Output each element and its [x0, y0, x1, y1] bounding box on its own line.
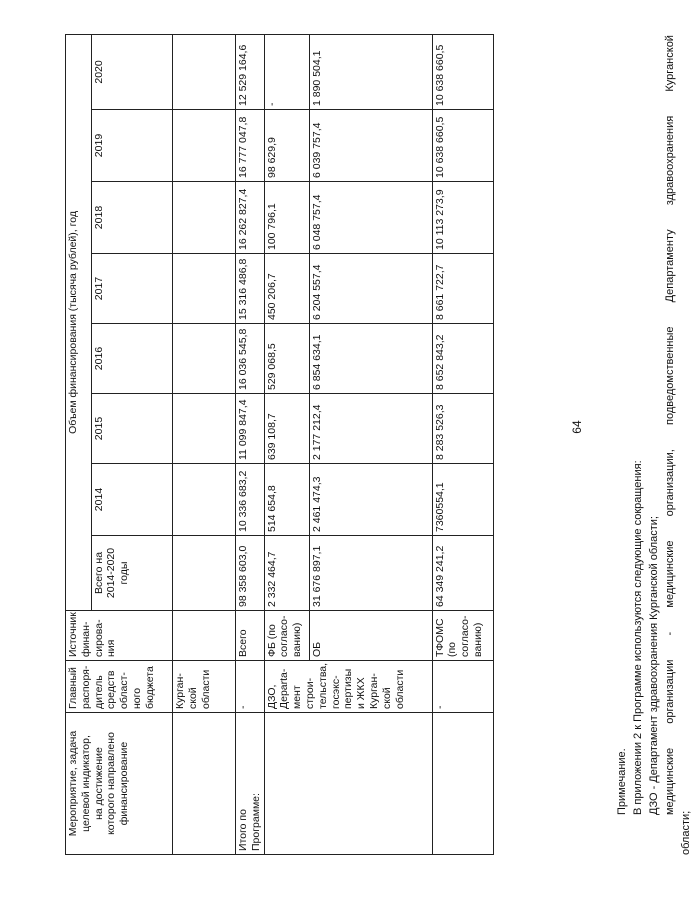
cell-year-value: 11 099 847,4 — [236, 394, 265, 464]
cell-year-value: 8 652 843,2 — [432, 324, 493, 394]
table-row-fb — [264, 34, 309, 854]
cell-year-value: 100 796,1 — [264, 182, 309, 254]
cell-manager: - — [432, 661, 493, 713]
cell-source: ТФОМС (по согласо- ванию) — [432, 611, 493, 661]
notes-word: - — [663, 631, 676, 636]
cell-empty — [173, 611, 236, 661]
cell-year-value: 8 283 526,3 — [432, 394, 493, 464]
cell-empty — [173, 182, 236, 254]
cell-year-value: 1 890 504,1 — [309, 34, 432, 109]
notes-word: Курганской — [663, 35, 676, 92]
cell-year-value: - — [264, 34, 309, 109]
header-year: 2017 — [91, 254, 172, 324]
cell-year-value: 7360554,1 — [432, 464, 493, 536]
cell-year-value: 10 638 660,5 — [432, 110, 493, 182]
notes-word: организации — [663, 659, 676, 724]
cell-year-value: 10 113 273,9 — [432, 182, 493, 254]
header-manager: Главный распоря- дитель средств област- ного бюджета — [66, 661, 173, 713]
cell-empty — [173, 324, 236, 394]
cell-manager: - — [236, 661, 265, 713]
notes-line: ДЗО - Департамент здравоохранения Курганской области; — [647, 516, 660, 815]
cell-year-value: 450 206,7 — [264, 254, 309, 324]
header-year: 2016 — [91, 324, 172, 394]
cell-empty — [173, 254, 236, 324]
cell-year-value: 6 039 757,4 — [309, 110, 432, 182]
table-row-tfoms — [432, 34, 493, 854]
header-volume: Объем финансирования (тысяча рублей), год — [66, 34, 92, 610]
table-header-row — [66, 34, 92, 854]
financing-table — [65, 34, 494, 855]
cell-year-value: 6 204 557,4 — [309, 254, 432, 324]
table-row-total — [236, 34, 265, 854]
header-total: Всего на 2014-2020 годы — [91, 536, 172, 611]
header-source: Источник финан- сирова- ния — [66, 611, 173, 661]
cell-source: ОБ — [309, 611, 432, 661]
cell-total: 2 332 464,7 — [264, 536, 309, 611]
cell-empty — [173, 464, 236, 536]
header-year: 2014 — [91, 464, 172, 536]
cell-year-value: 98 629,9 — [264, 110, 309, 182]
cell-source: Всего — [236, 611, 265, 661]
cell-empty — [173, 536, 236, 611]
cell-year-value: 12 529 164,6 — [236, 34, 265, 109]
cell-manager-dzo: ДЗО, Деparta- мент строи- тельства, госэкс- пертизы и ЖКХ Курган- ской области — [264, 661, 432, 713]
cell-year-value: 16 262 827,4 — [236, 182, 265, 254]
cell-year-value: 16 036 545,8 — [236, 324, 265, 394]
cell-empty — [264, 713, 432, 855]
header-year: 2018 — [91, 182, 172, 254]
cell-year-value: 16 777 047,8 — [236, 110, 265, 182]
header-year: 2015 — [91, 394, 172, 464]
notes-word: медицинские — [663, 747, 676, 815]
cell-year-value: 15 316 486,8 — [236, 254, 265, 324]
table-row-continuation — [173, 34, 236, 854]
notes-word: организации, — [663, 449, 676, 517]
cell-empty — [173, 110, 236, 182]
notes-line: В приложении 2 к Программе используются следующие сокращения: — [631, 460, 644, 815]
cell-year-value: 10 638 660,5 — [432, 34, 493, 109]
cell-empty — [173, 713, 236, 855]
cell-year-value: 2 461 474,3 — [309, 464, 432, 536]
cell-total: 31 676 897,1 — [309, 536, 432, 611]
page-number: 64 — [570, 420, 584, 434]
cell-empty — [173, 34, 236, 109]
notes-title: Примечание. — [616, 748, 628, 815]
cell-year-value: 10 336 683,2 — [236, 464, 265, 536]
notes-word: Департаменту — [663, 229, 676, 303]
header-year: 2020 — [91, 34, 172, 109]
cell-empty — [432, 713, 493, 855]
cell-manager-continuation: Курган- ской области — [173, 661, 236, 713]
cell-year-value: 6 048 757,4 — [309, 182, 432, 254]
cell-year-value: 529 068,5 — [264, 324, 309, 394]
cell-year-value: 6 854 634,1 — [309, 324, 432, 394]
cell-year-value: 514 654,8 — [264, 464, 309, 536]
cell-year-value: 8 661 722,7 — [432, 254, 493, 324]
notes-word: подведомственные — [663, 326, 676, 425]
notes-line-justified — [663, 35, 679, 855]
cell-source: ФБ (по согласо- ванию) — [264, 611, 309, 661]
notes-line: области; — [679, 810, 692, 855]
notes-section — [615, 35, 695, 855]
rotated-page-content — [65, 35, 692, 855]
cell-activity-total: Итого по Программе: — [236, 713, 265, 855]
notes-word: здравоохранения — [663, 115, 676, 206]
header-year: 2019 — [91, 110, 172, 182]
cell-year-value: 639 108,7 — [264, 394, 309, 464]
cell-total: 64 349 241,2 — [432, 536, 493, 611]
cell-total: 98 358 603,0 — [236, 536, 265, 611]
notes-word: медицинские — [663, 540, 676, 608]
header-activity: Мероприятие, задача целевой индикатор, на достижение которого направлено финансирование — [66, 713, 173, 855]
cell-year-value: 2 177 212,4 — [309, 394, 432, 464]
cell-empty — [173, 394, 236, 464]
